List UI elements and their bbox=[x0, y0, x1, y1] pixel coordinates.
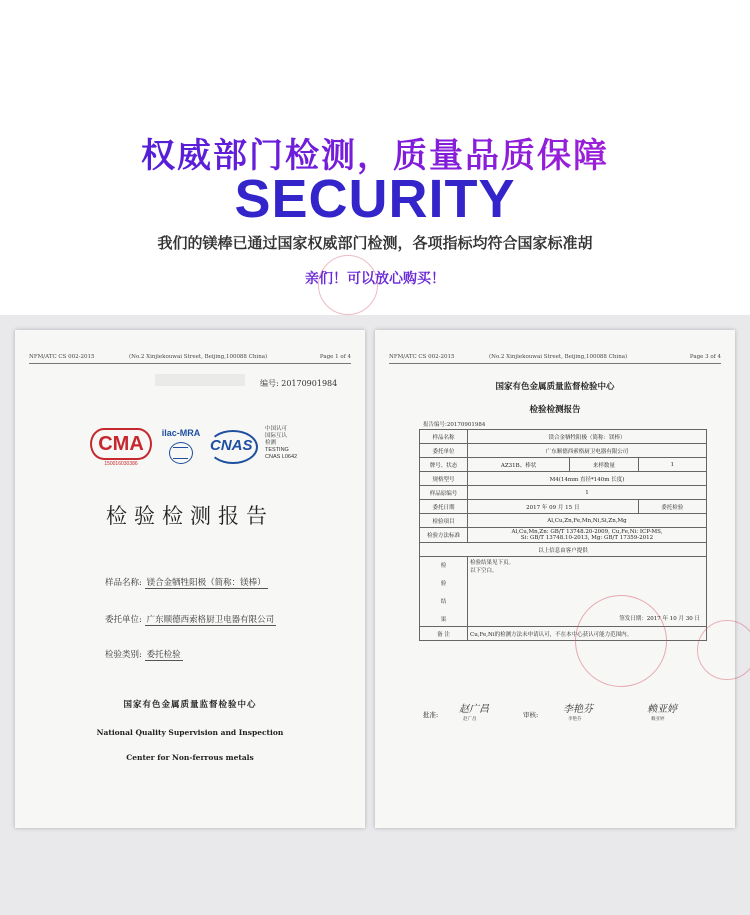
cover-header-address: (No.2 Xinjiekouwai Street, Beijing,100088 China) bbox=[129, 354, 268, 360]
hero-cta: 亲们！可以放心购买！ bbox=[305, 271, 445, 287]
table-cell: 备 注 bbox=[420, 627, 468, 641]
table-cell bbox=[420, 557, 468, 627]
table-cell: 1 bbox=[638, 458, 706, 472]
cnas-note-line: CNAS L0642 bbox=[265, 454, 298, 460]
table-cell: 规格型号 bbox=[420, 472, 468, 486]
report-cover-page bbox=[15, 330, 365, 828]
org-name-en-1: National Quality Supervision and Inspection bbox=[96, 728, 284, 737]
seal-stamp bbox=[575, 595, 667, 687]
conclusion-label-char: 检 bbox=[440, 562, 447, 569]
table-row bbox=[420, 528, 707, 543]
cma-logo bbox=[90, 428, 152, 468]
detail-header-address: (No.2 Xinjiekouwai Street, Beijing,100088 China) bbox=[489, 354, 628, 360]
report-table bbox=[419, 429, 707, 641]
table-cell: 牌号、状态 bbox=[420, 458, 468, 472]
hero-title: 权威部门检测，质量品质保障 bbox=[0, 128, 750, 177]
main-check-signature: 赖亚婷 bbox=[647, 704, 677, 715]
cover-header bbox=[29, 352, 351, 364]
signature-row bbox=[423, 700, 713, 730]
table-cell bbox=[468, 528, 707, 543]
conclusion-line: 检验结果见下页。 bbox=[470, 560, 515, 566]
table-row bbox=[420, 444, 707, 458]
org-name-en-2: Center for Non-ferrous metals bbox=[126, 753, 254, 762]
category-label: 检验类别: bbox=[105, 650, 142, 660]
sample-name-field bbox=[105, 576, 268, 588]
cnas-note-line: 中国认可 bbox=[265, 426, 288, 432]
cnas-note-line: 国际互认 bbox=[265, 433, 288, 439]
hero-security-word: SECURITY bbox=[234, 169, 516, 229]
table-row bbox=[420, 543, 707, 557]
table-cell: Cu,Fe,Ni的检测方法未申请认可，不在本中心获认可能力范围内。 bbox=[468, 627, 707, 641]
cnas-note bbox=[265, 426, 323, 461]
table-cell: 样品原编号 bbox=[420, 486, 468, 500]
cnas-note-line: TESTING bbox=[265, 447, 289, 453]
table-cell: 检验方法标准 bbox=[420, 528, 468, 543]
table-cell: 来样数量 bbox=[570, 458, 638, 472]
review-signature: 李艳芬 bbox=[563, 704, 593, 715]
conclusion-line: 以下空白。 bbox=[470, 568, 498, 574]
table-row bbox=[420, 458, 707, 472]
client-label: 委托单位: bbox=[105, 615, 142, 625]
method-line: Al,Cu,Mn,Zn: GB/T 13748.20-2009, Cu,Fe,Ni: ICP-MS, bbox=[511, 529, 663, 535]
table-row bbox=[420, 500, 707, 514]
table-row bbox=[420, 486, 707, 500]
cnas-logo bbox=[208, 428, 260, 468]
review-label: 审核: bbox=[523, 711, 539, 719]
client-value: 广东顺德西索格厨卫电器有限公司 bbox=[146, 615, 275, 625]
conclusion-label-char: 果 bbox=[440, 616, 447, 623]
table-row bbox=[420, 472, 707, 486]
detail-header-code: NFM/ATC CS 002-2015 bbox=[389, 354, 455, 360]
table-cell: 以上信息由客户提供 bbox=[420, 543, 707, 557]
ilac-mark: ilac-MRA bbox=[161, 428, 201, 438]
seal-stamp bbox=[318, 255, 378, 315]
approve-signature: 赵广昌 bbox=[459, 704, 489, 715]
table-cell: AZ31B、棒状 bbox=[468, 458, 570, 472]
table-cell: 广东顺德西索格厨卫电器有限公司 bbox=[468, 444, 707, 458]
table-cell: M4(14mm 直径*140m 长度) bbox=[468, 472, 707, 486]
conclusion-label-char: 结 bbox=[440, 598, 447, 605]
table-cell: 委托日期 bbox=[420, 500, 468, 514]
table-cell: 委托检验 bbox=[638, 500, 706, 514]
cnas-mark: CNAS bbox=[210, 437, 253, 454]
client-field bbox=[105, 613, 276, 625]
org-name-cn: 国家有色金属质量监督检验中心 bbox=[123, 700, 257, 710]
sample-name-label: 样品名称: bbox=[105, 578, 142, 588]
review-name: 李艳芬 bbox=[568, 717, 582, 722]
table-cell: 2017 年 09 月 15 日 bbox=[468, 500, 639, 514]
seal-stamp bbox=[697, 620, 750, 680]
table-cell: Al,Cu,Zn,Fe,Mn,Ni,Si,Zn,Mg bbox=[468, 514, 707, 528]
detail-title: 检验检测报告 bbox=[529, 405, 581, 415]
faded-stamp bbox=[155, 374, 245, 386]
table-cell: 检验项目 bbox=[420, 514, 468, 528]
detail-header-page: Page 3 of 4 bbox=[689, 354, 721, 360]
approve-name: 赵广昌 bbox=[463, 717, 477, 722]
table-cell: 委托单位 bbox=[420, 444, 468, 458]
table-row bbox=[420, 514, 707, 528]
table-cell: 1 bbox=[468, 486, 707, 500]
cover-title: 检验检测报告 bbox=[106, 504, 274, 528]
cover-header-page: Page 1 of 4 bbox=[319, 354, 351, 360]
main-check-name: 赖亚婷 bbox=[651, 717, 665, 722]
sample-name-value: 镁合金牺牲阳极（简称：镁棒） bbox=[146, 578, 266, 588]
globe-icon bbox=[169, 442, 193, 464]
detail-serial: 报告编号:20170901984 bbox=[423, 422, 486, 428]
cma-mark: CMA bbox=[90, 428, 152, 460]
hero-section bbox=[0, 0, 750, 315]
table-row bbox=[420, 430, 707, 444]
hero-description: 我们的镁棒已通过国家权威部门检测，各项指标均符合国家标准胡 bbox=[157, 234, 593, 252]
method-line: Si: GB/T 13748.10-2013, Mg: GB/T 17359-2012 bbox=[520, 535, 654, 541]
category-value: 委托检验 bbox=[146, 650, 181, 660]
cma-number: 150016030386 bbox=[104, 461, 138, 467]
report-detail-page bbox=[375, 330, 735, 828]
table-cell: 样品名称 bbox=[420, 430, 468, 444]
table-row bbox=[420, 557, 707, 627]
issue-date: 签发日期：2017 年 10 月 30 日 bbox=[619, 616, 700, 622]
approve-label: 批准: bbox=[423, 711, 439, 719]
ilac-logo bbox=[159, 428, 203, 468]
detail-header bbox=[389, 352, 721, 364]
cover-header-code: NFM/ATC CS 002-2015 bbox=[29, 354, 95, 360]
category-field bbox=[105, 648, 183, 660]
cnas-note-line: 检测 bbox=[265, 440, 277, 446]
cover-serial: 编号: 20170901984 bbox=[260, 379, 338, 388]
table-cell: 镁合金牺牲阳极（简称：镁棒） bbox=[468, 430, 707, 444]
conclusion-label-char: 验 bbox=[440, 580, 447, 587]
detail-org: 国家有色金属质量监督检验中心 bbox=[495, 382, 615, 392]
